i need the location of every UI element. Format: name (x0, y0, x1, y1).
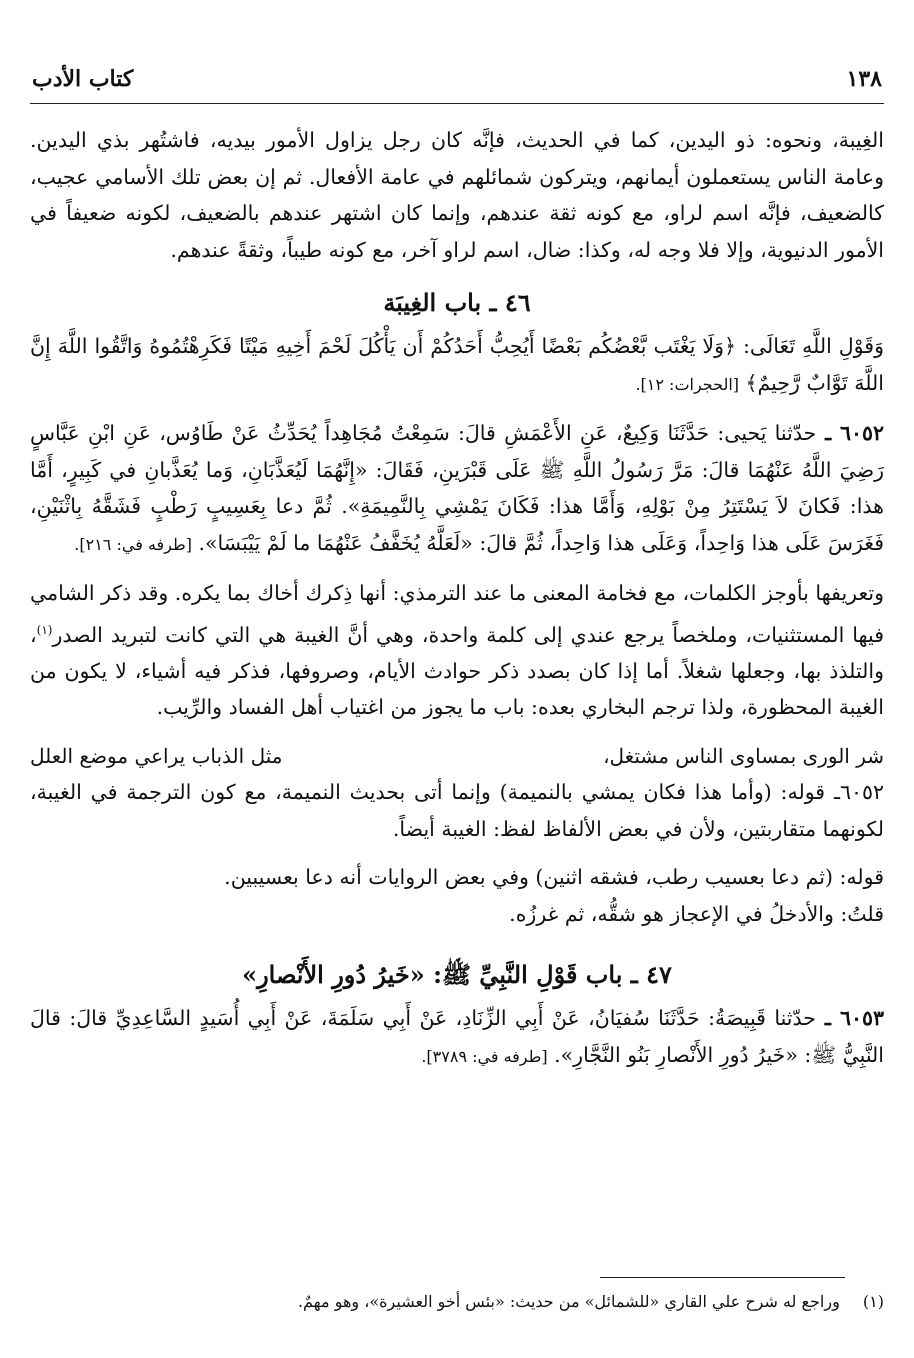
hadith-number: ٦٠٥٢ ـ (816, 421, 885, 445)
page-body (30, 122, 884, 1075)
commentary-text: ، والتلذذ بها، وجعلها شغلاً. أما إذا كان بصدد ذكر حوادث الأيام، وصروفها، فذكر فيه أشياء، لا يكون من الغيبة المحظورة، ولذا ترجم البخاري بعده: باب ما يجوز من اغتياب أهل الفساد والرِّيب. (30, 622, 884, 720)
poem-verse (30, 738, 884, 775)
commentary-paragraph-4: قلتُ: والأدخلُ في الإعجاز هو شقُّه، ثم غرزُه. (509, 901, 884, 926)
footnote-number: (١) (862, 1292, 884, 1311)
footnote-rule (600, 1277, 845, 1278)
intro-paragraph: الغِيبة، ونحوه: ذو اليدين، كما في الحديث، فإنَّه كان رجل يزاول الأمور بيديه، فاشتُهر بذي اليدين. وعامة الناس يستعملون أيمانهم، ويتركون شمائلهم في عامة الأفعال. ثم إن بعض تلك الأسامي عجيب، كالضعيف، فإنَّه اسم لراو، مع كونه ثقة عندهم، وإنما كان اشتهر عندهم بالضعيف، لكونه ضعيفاً في الأمور الدنيوية، وإلا فلا وجه له، وكذا: ضال، اسم لراو آخر، مع كونه طيباً، وثقةً عندهم. (30, 128, 884, 262)
footnote-marker: (١) (36, 622, 53, 637)
hadith-6052 (30, 415, 884, 563)
section-46-heading: ٤٦ ـ باب الغِيبَة (383, 288, 531, 317)
footnote-text: وراجع له شرح علي القاري «للشمائل» من حديث: «بئس أخو العشيرة»، وهو مهمٌ. (297, 1292, 840, 1311)
section-47-heading: ٤٧ ـ باب قَوْلِ النَّبِيِّ ﷺ: «خَيرُ دُورِ الأَنْصارِ» (242, 960, 672, 990)
poem-hemistich-left: مثل الذباب يراعي موضع العلل (30, 743, 283, 768)
poem-hemistich-right: شر الورى بمساوى الناس مشتغل، (603, 743, 884, 768)
hadith-text: حدّثنا قَبِيصَةُ: حَدَّثَنَا سُفيَانُ، عَنْ أَبِي الزِّنَادِ، عَنْ أَبِي سَلَمَةَ، عَنْ أَبِي أُسَيدٍ السَّاعِدِيِّ قالَ: قالَ النَّبِيُّ ﷺ: «خَيرُ دُورِ الأَنْصارِ بَنُو النَّجَّارِ». (30, 1006, 884, 1067)
book-page (30, 0, 884, 1358)
verse-intro: وَقَوْلِ اللَّهِ تَعَالَى: (736, 334, 884, 358)
page-number: ١٣٨ (846, 66, 882, 92)
section-46-verse-block (30, 328, 884, 403)
footnote (30, 1290, 884, 1314)
book-title: كتاب الأدب (32, 66, 134, 92)
commentary-paragraph-3: قوله: (ثم دعا بعسيب رطب، فشقه اثنين) وفي بعض الروايات أنه دعا بعسيبين. (224, 865, 884, 890)
quran-verse: ﴿وَلَا يَغْتَب بَّعْضُكُم بَعْضًا أَيُحِبُّ أَحَدُكُمْ أَن يَأْكُلَ لَحْمَ أَخِيهِ مَيْتًا فَكَرِهْتُمُوهُ وَاتَّقُوا اللَّهَ إِنَّ اللَّهَ تَوَّابٌ رَّحِيمٌ﴾ (30, 334, 884, 395)
commentary-paragraph-2: ٦٠٥٢ـ قوله: (وأما هذا فكان يمشي بالنميمة) وإنما أتى بحديث النميمة، مع كون الترجمة في الغيبة، لكونهما متقاربتين، ولأن في بعض الألفاظ لفظ: الغيبة أيضاً. (30, 780, 884, 841)
commentary-paragraph-1 (30, 575, 884, 726)
verse-reference: [الحجرات: ١٢]. (635, 374, 739, 394)
hadith-6053 (30, 1000, 884, 1075)
hadith-reference: [طرفه في: ٢١٦]. (74, 534, 192, 554)
hadith-text: حدّثنا يَحيى: حَدَّثَنَا وَكِيعٌ، عَنِ الأَعْمَشِ قالَ: سَمِعْتُ مُجَاهِداً يُحَدِّثُ عَنْ طَاوُس، عَنِ ابْنِ عَبَّاسٍ رَضِيَ اللَّهُ عَنْهُمَا قالَ: مَرَّ رَسُولُ اللَّهِ ﷺ عَلَى قَبْرَينِ، فَقَالَ: «إِنَّهُمَا لَيُعَذَّبَانِ، وَما يُعَذَّبانِ في كَبِيرٍ، أَمَّا هذا: فَكانَ لاَ يَسْتَتِرُ مِنْ بَوْلِهِ، وَأَمَّا هذا: فَكَانَ يَمْشِي بِالنَّمِيمَةِ». ثُمَّ دعا بِعَسِيبٍ رَطْبٍ فَشَقَّهُ بِاثْنَيْنِ، فَغَرَسَ عَلَى هذا وَاحِداً، وَعَلَى هذا وَاحِداً، ثُمَّ قالَ: «لَعَلَّهُ يُخَفَّفُ عَنْهُمَا ما لَمْ يَيْبَسَا». (30, 421, 884, 555)
hadith-number: ٦٠٥٣ ـ (815, 1006, 884, 1031)
commentary-text: وتعريفها بأوجز الكلمات، مع فخامة المعنى ما عند الترمذي: أنها ذِكرك أخاك بما يكره. وقد ذكر الشامي فيها المستثنيات، وملخصاً يرجع عندي إلى كلمة واحدة، وهي أنَّ الغيبة هي التي كانت لتبريد الصدر (30, 581, 884, 647)
hadith-reference: [طرفه في: ٣٧٨٩]. (421, 1046, 548, 1066)
page-header (30, 66, 884, 100)
header-rule (30, 103, 884, 104)
